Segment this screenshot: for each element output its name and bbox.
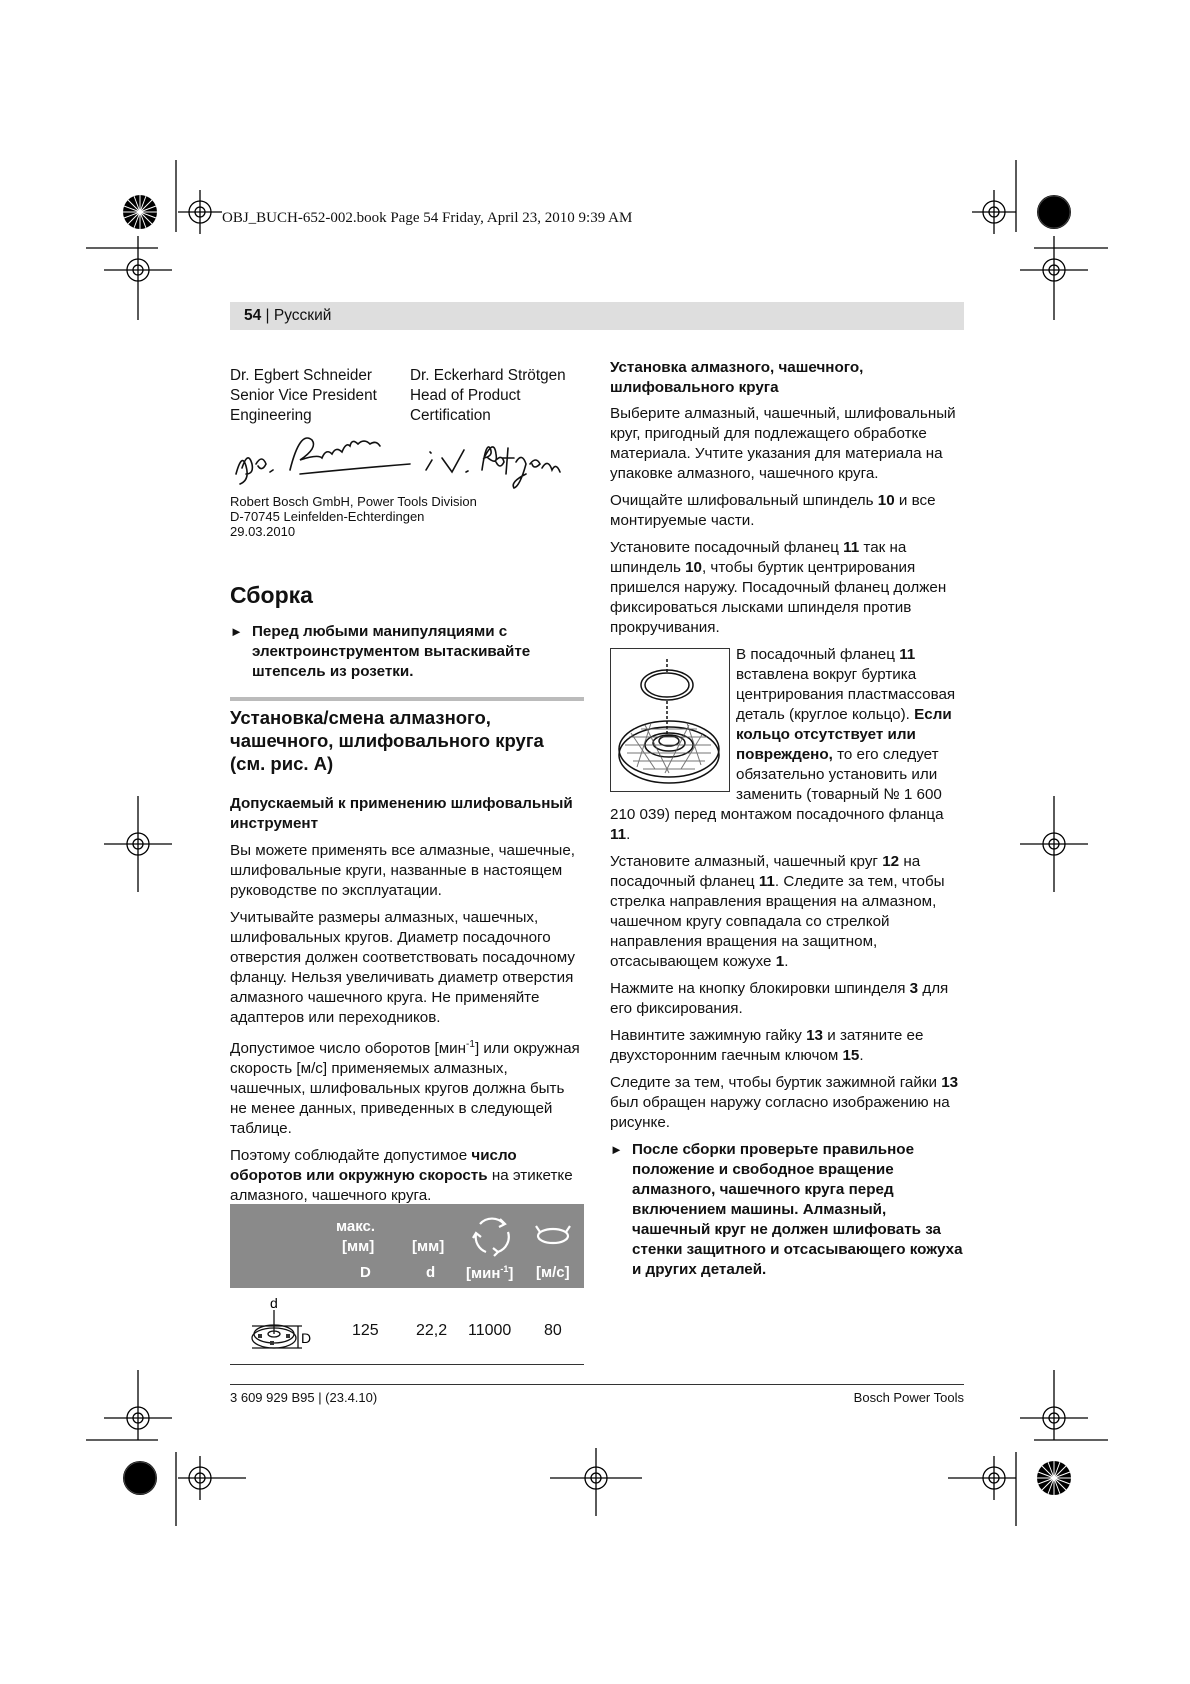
subheading: Допускаемый к применению шлифовальный инструмент (230, 795, 573, 832)
text-run: Установите алмазный, чашечный круг (610, 853, 883, 870)
signatory-title: Head of Product (410, 387, 521, 404)
text-run: ] (508, 1265, 514, 1282)
page-header-bar (230, 302, 964, 330)
signatory-1 (230, 366, 410, 426)
text-run: Нажмите на кнопку блокировки шпинделя (610, 980, 910, 997)
text-run: Поэтому соблюдайте допустимое (230, 1147, 472, 1165)
header-speed: [м/с] (536, 1264, 570, 1281)
cell-speed: 80 (544, 1322, 562, 1339)
paragraph (610, 538, 964, 638)
paragraph (230, 1146, 584, 1206)
footer-brand: Bosch Power Tools (853, 1390, 964, 1405)
text-run: Навинтите зажимную гайку (610, 1027, 807, 1044)
part-number: 10 (685, 559, 702, 576)
paragraph (610, 852, 964, 972)
icon-label-D: D (301, 1330, 312, 1346)
left-column (230, 706, 584, 1213)
section-title-assembly: Сборка (230, 582, 313, 608)
section-divider (230, 697, 584, 701)
text-run: для его фиксирования. (610, 980, 949, 1017)
rotation-icon (470, 1216, 516, 1258)
text-run: и затяните ее двухсторонним гаечным ключом (610, 1027, 924, 1064)
paragraph: Выберите алмазный, чашечный, шлифовальный круг, пригодный для подлежащего обработке материала. Учтите указания для материала на упаковке алмазного, чашечного круга. (610, 405, 956, 482)
superscript: -1 (466, 1039, 475, 1050)
spec-table-header (230, 1204, 584, 1288)
book-slug-line: OBJ_BUCH-652-002.book Page 54 Friday, April 23, 2010 9:39 AM (222, 210, 633, 226)
declaration-date: 29.03.2010 (230, 524, 296, 539)
header-language: Русский (273, 307, 332, 324)
text-run: В посадочный фланец (736, 646, 900, 663)
header-mm: [мм] (342, 1238, 375, 1255)
text-run: . (784, 953, 789, 970)
company-address-line: D-70745 Leinfelden-Echterdingen (230, 509, 425, 524)
paragraph (230, 1035, 584, 1139)
signatory-title: Certification (410, 407, 491, 424)
company-name: Robert Bosch GmbH, Power Tools Division (230, 494, 477, 509)
part-number: 11 (843, 539, 860, 556)
text-run: был обращен наружу согласно изображению на рисунке. (610, 1094, 950, 1131)
part-number: 13 (806, 1027, 824, 1044)
signatory-name: Dr. Eckerhard Strötgen (410, 367, 566, 384)
part-number: 1 (775, 953, 785, 970)
signatories (230, 366, 590, 426)
text-run: Допустимое число оборотов [мин (230, 1040, 467, 1058)
icon-label-d: d (270, 1296, 278, 1311)
part-number: 11 (899, 646, 916, 663)
flange-o-ring-illustration (611, 649, 729, 791)
text-run: , чтобы буртик центрирования пришелся наружу. Посадочный фланец должен фиксироваться лысками шпинделя против прокручивания. (610, 559, 947, 636)
part-number: 3 (909, 980, 919, 997)
text-run: то его следует обязательно установить или заменить (товарный № 1 600 210 039) перед монтажом посадочного фланца (610, 746, 944, 823)
spec-table-row (230, 1292, 584, 1364)
safety-warning: ► После сборки проверьте правильное положение и свободное вращение алмазного, чашечного круга перед включением машины. Алмазный, чашечный круг не должен шлифовать за стенки защитного и отсасывающего кожуха и других деталей. (610, 1140, 964, 1280)
part-number: 13 (941, 1074, 959, 1091)
header-D: D (360, 1264, 371, 1281)
part-number: 11 (610, 826, 627, 843)
text-run: ] или окружная скорость [м/с] применяемых алмазных, чашечных, шлифовальных кругов должна быть не менее данных, приведенных в следующей таблице. (230, 1040, 580, 1138)
table-bottom-rule (230, 1364, 584, 1365)
signatory-2 (410, 366, 590, 426)
cell-diameter: 125 (352, 1322, 379, 1339)
assembly-warning-block (230, 622, 578, 689)
text-run: [мин (466, 1265, 501, 1282)
superscript: -1 (500, 1264, 509, 1274)
bold-run: Если кольцо отсутствует или повреждено, (736, 706, 952, 763)
company-address (230, 494, 477, 539)
section-heading: Установка/смена алмазного, чашечного, шлифовального круга (см. рис. А) (230, 707, 544, 774)
page-number: 54 (244, 307, 262, 324)
text-run: вставлена вокруг буртика центрирования пластмассовая деталь (круглое кольцо). (736, 666, 956, 723)
paragraph (610, 491, 964, 531)
header-rpm (466, 1264, 513, 1282)
text-run: на этикетке алмазного, чашечного круга. (230, 1167, 573, 1205)
footer-rule (230, 1384, 964, 1385)
wheel-dimension-icon (240, 1296, 320, 1358)
signatory-name: Dr. Egbert Schneider (230, 367, 372, 384)
footer-doc-number: 3 609 929 B95 | (23.4.10) (230, 1390, 378, 1405)
text-run: так на шпиндель (610, 539, 907, 576)
paragraph (610, 979, 964, 1019)
header-mm: [мм] (412, 1238, 445, 1255)
bold-run: число оборотов или окружную скорость (230, 1147, 517, 1185)
paragraph: Вы можете применять все алмазные, чашечные, шлифовальные круги, названные в настоящем руководстве по эксплуатации. (230, 842, 575, 899)
text-run: . (626, 826, 631, 843)
cell-bore: 22,2 (416, 1322, 448, 1339)
peripheral-speed-icon (534, 1222, 572, 1250)
right-column (610, 358, 964, 1287)
part-number: 12 (882, 853, 900, 870)
text-run: Установите посадочный фланец (610, 539, 844, 556)
part-number: 10 (877, 492, 895, 509)
signatory-title: Senior Vice President (230, 387, 377, 404)
part-number: 15 (842, 1047, 860, 1064)
header-d: d (426, 1264, 436, 1281)
handwritten-signatures (230, 430, 590, 490)
paragraph: Учитывайте размеры алмазных, чашечных, шлифовальных кругов. Диаметр посадочного отверстия должен соответствовать посадочному фланцу. Нельзя увеличивать диаметр отверстия алмазного чашечного круга. Не применяйте адаптеров или переходников. (230, 909, 575, 1026)
text-run: . Следите за тем, чтобы стрелка направления вращения на алмазном, чашечном кругу совпадала со стрелкой направления вращения на защитном, отсасывающем кожухе (610, 873, 945, 970)
text-run: Очищайте шлифовальный шпиндель (610, 492, 878, 509)
paragraph (610, 1026, 964, 1066)
right-heading: Установка алмазного, чашечного, шлифовального круга (610, 359, 864, 396)
safety-warning: ► Перед любыми манипуляциями с электроинструментом вытаскивайте штепсель из розетки. (230, 622, 578, 682)
part-number: 11 (758, 873, 775, 890)
paragraph (610, 1073, 964, 1133)
text-run: . (859, 1047, 864, 1064)
text-run: Следите за тем, чтобы буртик зажимной гайки (610, 1074, 942, 1091)
cell-rpm: 11000 (468, 1322, 512, 1339)
header-separator: | (261, 307, 274, 324)
header-max: макс. (336, 1218, 376, 1235)
signatory-title: Engineering (230, 407, 312, 424)
o-ring-figure (610, 648, 730, 792)
text-run: и все монтируемые части. (610, 492, 936, 529)
text-run: на посадочный фланец (610, 853, 921, 890)
